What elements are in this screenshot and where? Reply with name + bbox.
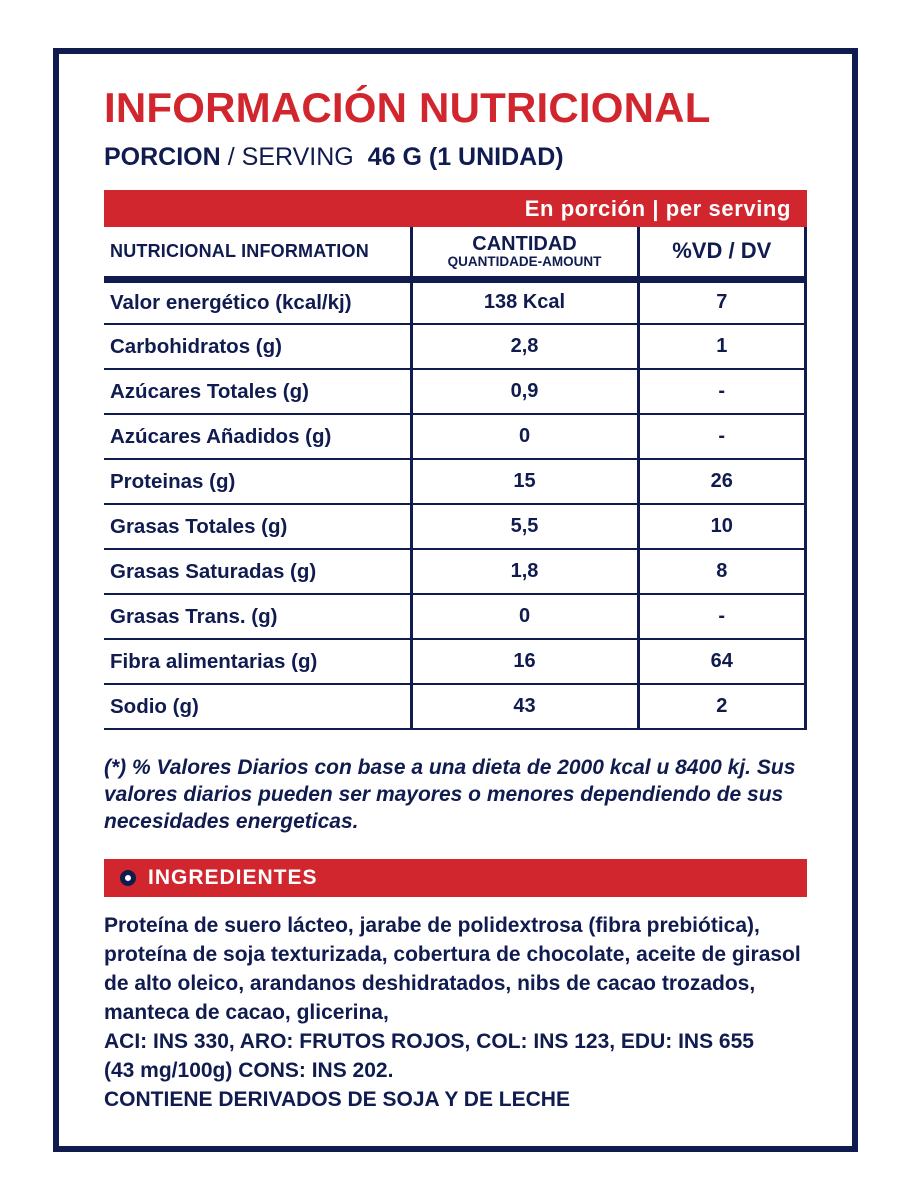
nutrient-dv: - [638, 414, 806, 459]
daily-values-footnote: (*) % Valores Diarios con base a una dieta de 2000 kcal u 8400 kj. Sus valores diarios pueden ser mayores o menores dependiendo de sus necesidades energeticas. [104, 756, 796, 834]
nutrient-amount: 2,8 [411, 324, 638, 369]
nutrition-label [53, 48, 858, 1152]
table-row [104, 594, 806, 639]
nutrient-dv: 26 [638, 459, 806, 504]
per-serving-band-text: En porción | per serving [524, 195, 791, 221]
ingredients-heading: INGREDIENTES [148, 866, 318, 890]
table-header-row [104, 227, 806, 279]
nutrient-name: Proteinas (g) [104, 459, 411, 504]
nutrient-amount: 0 [411, 414, 638, 459]
nutrient-name: Fibra alimentarias (g) [104, 639, 411, 684]
nutrient-name: Grasas Totales (g) [104, 504, 411, 549]
table-row [104, 459, 806, 504]
nutrient-name: Carbohidratos (g) [104, 324, 411, 369]
table-row [104, 504, 806, 549]
nutrient-dv: 7 [638, 279, 806, 324]
nutrient-amount: 138 Kcal [411, 279, 638, 324]
additives-line-1: ACI: INS 330, ARO: FRUTOS ROJOS, COL: INS 123, EDU: INS 655 [104, 1030, 754, 1054]
additives-line-2: (43 mg/100g) CONS: INS 202. [104, 1059, 394, 1083]
column-header-amount [411, 227, 638, 279]
page-title: INFORMACIÓN NUTRICIONAL [104, 84, 711, 131]
column-header-amount-en: QUANTIDADE-AMOUNT [447, 253, 602, 269]
nutrient-amount: 0 [411, 594, 638, 639]
nutrient-name: Grasas Trans. (g) [104, 594, 411, 639]
serving-amount: 46 G (1 UNIDAD) [367, 143, 564, 172]
nutrient-name: Azúcares Totales (g) [104, 369, 411, 414]
table-row [104, 549, 806, 594]
ring-bullet-icon [120, 870, 136, 886]
nutrient-dv: - [638, 594, 806, 639]
nutrient-name: Azúcares Añadidos (g) [104, 414, 411, 459]
table-row [104, 639, 806, 684]
serving-line [104, 142, 807, 172]
table-row [104, 684, 806, 729]
column-header-nutrient: NUTRICIONAL INFORMATION [104, 227, 411, 279]
column-header-amount-es: CANTIDAD [472, 232, 577, 255]
nutrient-dv: - [638, 369, 806, 414]
table-row [104, 279, 806, 324]
ingredients-body: Proteína de suero lácteo, jarabe de polidextrosa (fibra prebiótica), proteína de soja texturizada, cobertura de chocolate, aceite de girasol de alto oleico, arandanos deshidratados, nibs de cacao trozados, manteca de cacao, glicerina, [104, 914, 801, 1025]
allergen-statement: CONTIENE DERIVADOS DE SOJA Y DE LECHE [104, 1088, 570, 1112]
nutrient-dv: 10 [638, 504, 806, 549]
serving-porcion: PORCION [104, 143, 221, 172]
nutrient-amount: 0,9 [411, 369, 638, 414]
per-serving-band [104, 190, 807, 227]
nutrient-dv: 2 [638, 684, 806, 729]
table-row [104, 414, 806, 459]
nutrition-table [104, 227, 807, 730]
nutrient-dv: 1 [638, 324, 806, 369]
nutrient-amount: 5,5 [411, 504, 638, 549]
nutrient-name: Valor energético (kcal/kj) [104, 279, 411, 324]
nutrient-amount: 43 [411, 684, 638, 729]
nutrient-amount: 16 [411, 639, 638, 684]
nutrient-dv: 64 [638, 639, 806, 684]
serving-word: SERVING [241, 143, 354, 172]
nutrient-name: Grasas Saturadas (g) [104, 549, 411, 594]
nutrient-amount: 15 [411, 459, 638, 504]
ingredients-header-band [104, 859, 807, 897]
nutrient-amount: 1,8 [411, 549, 638, 594]
nutrient-name: Sodio (g) [104, 684, 411, 729]
table-row [104, 369, 806, 414]
serving-separator: / [227, 143, 235, 172]
table-row [104, 324, 806, 369]
nutrient-dv: 8 [638, 549, 806, 594]
column-header-dv: %VD / DV [638, 227, 806, 279]
